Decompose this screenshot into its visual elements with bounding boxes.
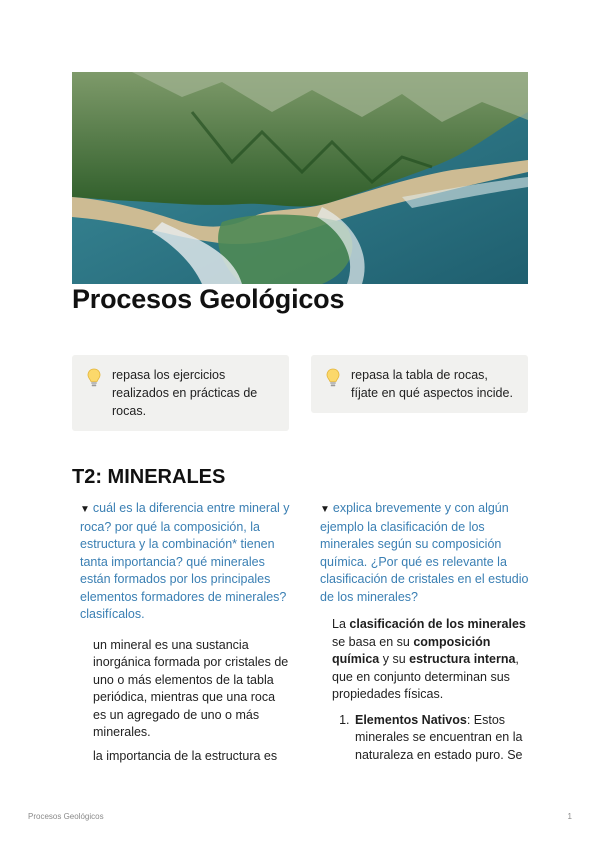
callout-practice-exercises [72, 355, 289, 431]
cover-image [72, 72, 528, 284]
toggle-question-text: explica brevemente y con algún ejemplo la clasificación de los minerales según su composición química. ¿Por qué es relevante la clasificación de cristales en el estudio de los minerales? [320, 501, 529, 604]
toggle-arrow-icon[interactable]: ▼ [80, 504, 90, 515]
toggle-question-text: cuál es la diferencia entre mineral y roca? por qué la composición, la estructura y la combinación* tienen tanta importancia? qué minerales están formados por los principales elementos formadores de minerales? clasifícalos. [80, 501, 290, 621]
left-column [80, 500, 290, 783]
text-run: : Estos minerales se encuentran en la naturaleza en estado puro. Se [355, 712, 523, 762]
answer-paragraph: un mineral es una sustancia inorgánica formada por cristales de uno o más elementos de la tabla periódica, mientras que una roca es un agregado de uno o más minerales. [93, 637, 289, 739]
lightbulb-icon [325, 368, 341, 388]
text-run: y su [379, 652, 410, 666]
toggle-question-classification[interactable] [320, 500, 530, 606]
text-run: , que en conjunto determinan sus propiedades físicas. [332, 652, 519, 701]
bold-term: composición química [332, 634, 491, 666]
answer-paragraph [320, 616, 530, 704]
footer-page-number: 1 [567, 812, 572, 821]
classification-list [320, 712, 530, 765]
page-title: Procesos Geológicos [72, 284, 345, 314]
bold-term: clasificación de los minerales [349, 617, 526, 631]
toggle-arrow-icon[interactable]: ▼ [320, 504, 330, 515]
bold-term: estructura interna [409, 652, 516, 666]
page-bottom-margin [0, 766, 600, 806]
answer-paragraph: la importancia de la estructura es [93, 748, 278, 763]
footer-document-title: Procesos Geológicos [28, 812, 104, 821]
callout-text: repasa la tabla de rocas, fíjate en qué aspectos incide. [351, 368, 513, 400]
lightbulb-icon [86, 368, 102, 388]
callout-text: repasa los ejercicios realizados en prácticas de rocas. [112, 368, 258, 418]
text-run: La [332, 617, 350, 631]
section-heading: T2: MINERALES [72, 466, 226, 488]
coastal-landscape-illustration [72, 72, 528, 284]
bold-term: Elementos Nativos [355, 712, 467, 727]
text-run: se basa en su [332, 634, 414, 649]
list-item [353, 712, 530, 765]
toggle-question-mineral-vs-rock[interactable] [80, 500, 290, 624]
right-column [320, 500, 530, 764]
callout-rock-table [311, 355, 528, 413]
